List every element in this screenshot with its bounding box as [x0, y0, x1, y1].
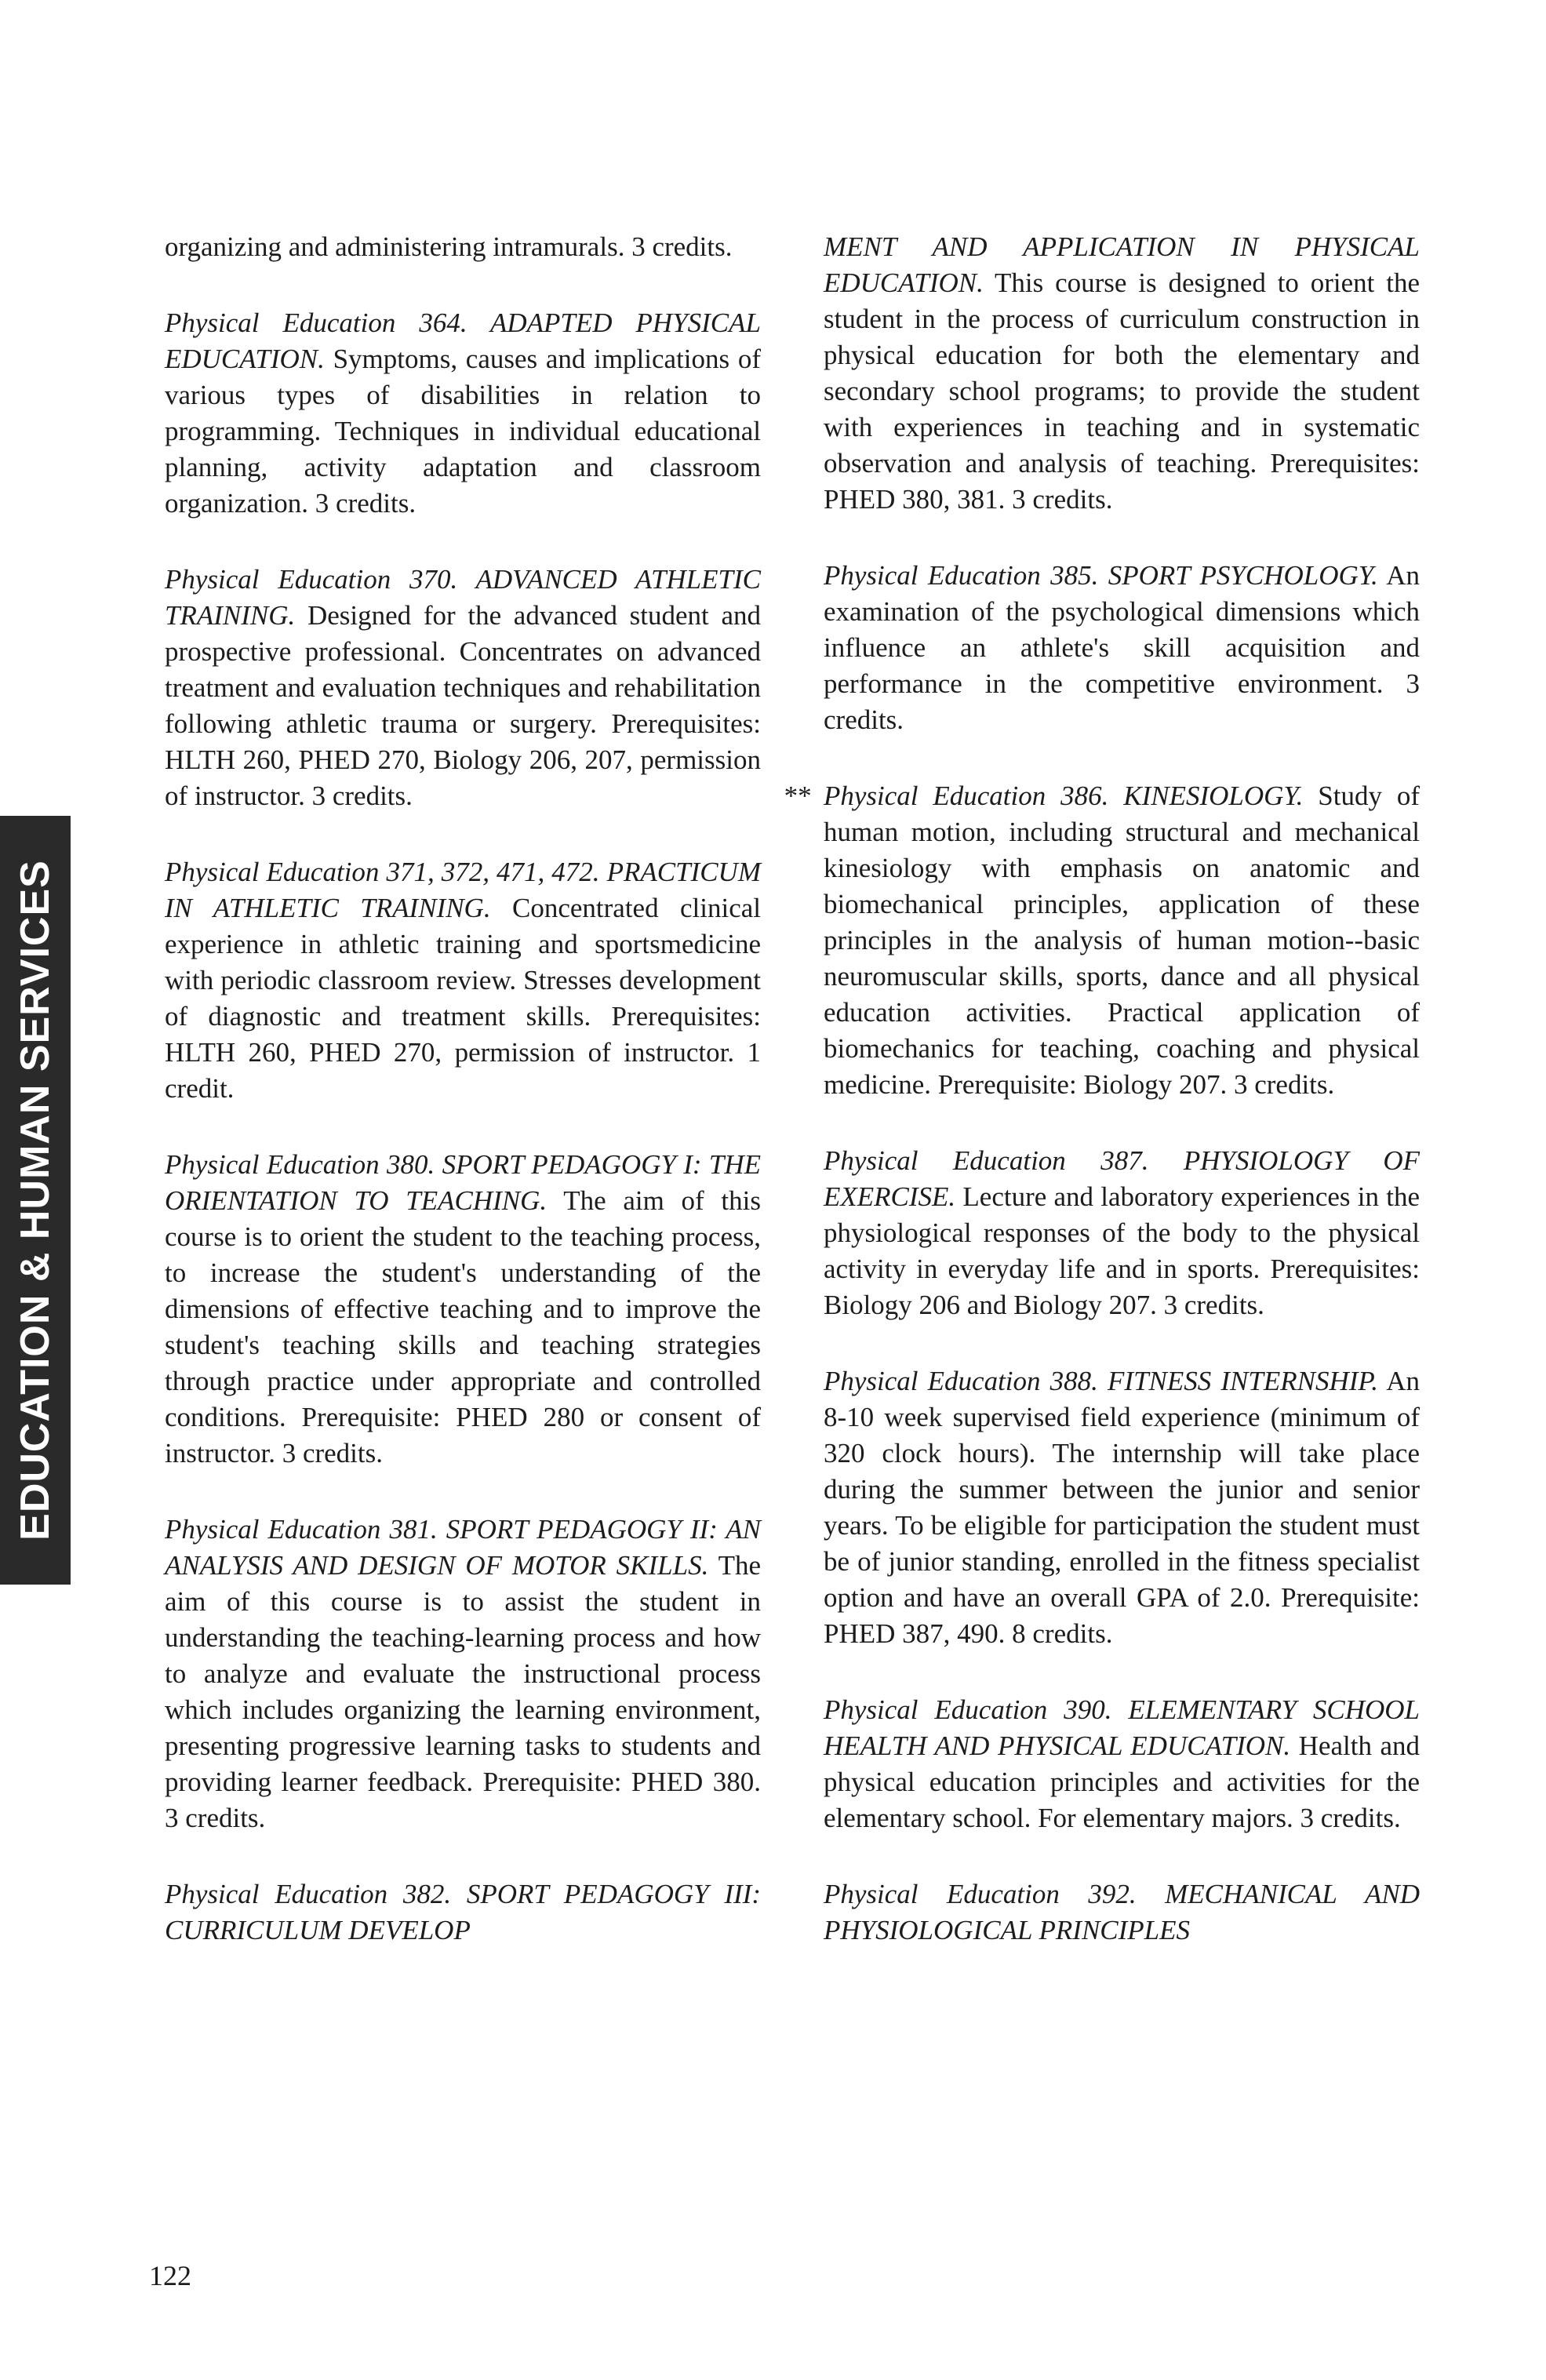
course-entry	[824, 558, 1420, 738]
course-head: Physical Education 385.	[824, 560, 1108, 591]
course-title: SPORT PEDAGOGY II: AN ANALYSIS AND DESIGN OF MOTOR SKILLS.	[165, 1514, 761, 1581]
course-description: The aim of this course is to orient the student to the teaching process, to increase the student's understanding of the dimensions of effective teaching and to improve the student's teaching skills and teaching strategies through practice under appropriate and controlled conditions. Prerequisite: PHED 280 or consent of instructor. 3 credits.	[165, 1185, 761, 1468]
course-head: Physical Education 390.	[824, 1694, 1129, 1725]
right-column	[783, 229, 1420, 1949]
course-entry	[165, 229, 761, 265]
course-entry	[824, 1692, 1420, 1836]
course-title: SPORT PEDAGOGY III: CURRICULUM DEVELOP	[165, 1879, 761, 1945]
course-title: SPORT PSYCHOLOGY.	[1108, 560, 1378, 591]
course-entry	[165, 1147, 761, 1472]
course-head: Physical Education 382.	[165, 1879, 467, 1909]
course-description: Concentrated clinical experience in athletic training and sportsmedicine with periodic classroom review. Stresses development of diagnostic and treatment skills. Prerequisites: HLTH 260, PHED 270, permission of instructor. 1 credit.	[165, 893, 761, 1104]
course-entry	[824, 1143, 1420, 1323]
course-title: ADVANCED ATHLETIC TRAINING.	[165, 564, 761, 631]
course-description: Health and physical education principles and activities for the elementary school. For elementary majors. 3 credits.	[824, 1730, 1420, 1833]
course-title: ADAPTED PHYSICAL EDUCATION.	[165, 308, 761, 374]
course-description: The aim of this course is to assist the student in understanding the teaching-learning process and how to analyze and evaluate the instructional process which includes organizing the learning environment, presenting progressive learning tasks to students and providing learner feedback. Prerequisite: PHED 380. 3 credits.	[165, 1550, 761, 1833]
course-head: Physical Education 364.	[165, 308, 490, 338]
course-title: PRACTICUM IN ATHLETIC TRAINING.	[165, 857, 761, 923]
course-title: FITNESS INTERNSHIP.	[1108, 1366, 1379, 1396]
course-description: Study of human motion, including structural and mechanical kinesiology with emphasis on anatomic and biomechanical principles, application of these principles in the analysis of human motion--basic neuromuscular skills, sports, dance and all physical education activities. Practical application of biomechanics for teaching, coaching and physical medicine. Prerequisite: Biology 207. 3 credits.	[824, 781, 1420, 1100]
course-entry	[165, 854, 761, 1107]
footnote-marker: **	[783, 781, 810, 811]
page-number: 122	[149, 2260, 191, 2291]
course-description: organizing and administering intramurals. 3 credits.	[165, 231, 733, 262]
course-title: ELEMENTARY SCHOOL HEALTH AND PHYSICAL EDUCATION.	[824, 1694, 1420, 1761]
course-entry	[824, 1363, 1420, 1652]
course-title: KINESIOLOGY.	[1123, 781, 1304, 811]
course-description: Lecture and laboratory experiences in the physiological responses of the body to the physical activity in everyday life and in sports. Prerequisites: Biology 206 and Biology 207. 3 credits.	[824, 1181, 1420, 1320]
course-description: Designed for the advanced student and prospective professional. Concentrates on advanced treatment and evaluation techniques and rehabilitation following athletic trauma or surgery. Prerequisites: HLTH 260, PHED 270, Biology 206, 207, permission of instructor. 3 credits.	[165, 600, 761, 811]
course-description: An 8-10 week supervised field experience (minimum of 320 clock hours). The internship will take place during the summer between the junior and senior years. To be eligible for participation the student must be of junior standing, enrolled in the fitness specialist option and have an overall GPA of 2.0. Prerequisite: PHED 387, 490. 8 credits.	[824, 1366, 1420, 1649]
course-head: Physical Education 387.	[824, 1145, 1184, 1176]
course-head: Physical Education 380.	[165, 1149, 442, 1180]
left-column	[165, 229, 761, 1949]
course-title: MENT AND APPLICATION IN PHYSICAL EDUCATION.	[824, 231, 1420, 298]
course-entry	[165, 305, 761, 522]
course-entry	[165, 562, 761, 814]
course-title: SPORT PEDAGOGY I: THE ORIENTATION TO TEACHING.	[165, 1149, 761, 1216]
course-title: MECHANICAL AND PHYSIOLOGICAL PRINCIPLES	[824, 1879, 1420, 1945]
course-description: Symptoms, causes and implications of various types of disabilities in relation to programming. Techniques in individual educational planning, activity adaptation and classroom organization. 3 credits.	[165, 344, 761, 519]
course-head: Physical Education 370.	[165, 564, 476, 595]
course-description: This course is designed to orient the student in the process of curriculum construction in physical education for both the elementary and secondary school programs; to provide the student with experiences in teaching and in systematic observation and analysis of teaching. Prerequisites: PHED 380, 381. 3 credits.	[824, 267, 1420, 515]
course-entry	[783, 778, 1420, 1103]
course-head: Physical Education 388.	[824, 1366, 1108, 1396]
course-entry	[824, 229, 1420, 518]
course-entry	[165, 1876, 761, 1949]
course-entry	[165, 1512, 761, 1836]
course-head: Physical Education 381.	[165, 1514, 446, 1545]
course-head: Physical Education 392.	[824, 1879, 1166, 1909]
section-side-tab-label: EDUCATION & HUMAN SERVICES	[13, 860, 58, 1541]
course-title: PHYSIOLOGY OF EXERCISE.	[824, 1145, 1420, 1212]
course-entry	[824, 1876, 1420, 1949]
course-head: Physical Education 386.	[824, 781, 1124, 811]
course-description: An examination of the psychological dimensions which influence an athlete's skill acquisition and performance in the competitive environment. 3 credits.	[824, 560, 1420, 735]
course-head: Physical Education 371, 372, 471, 472.	[165, 857, 607, 887]
